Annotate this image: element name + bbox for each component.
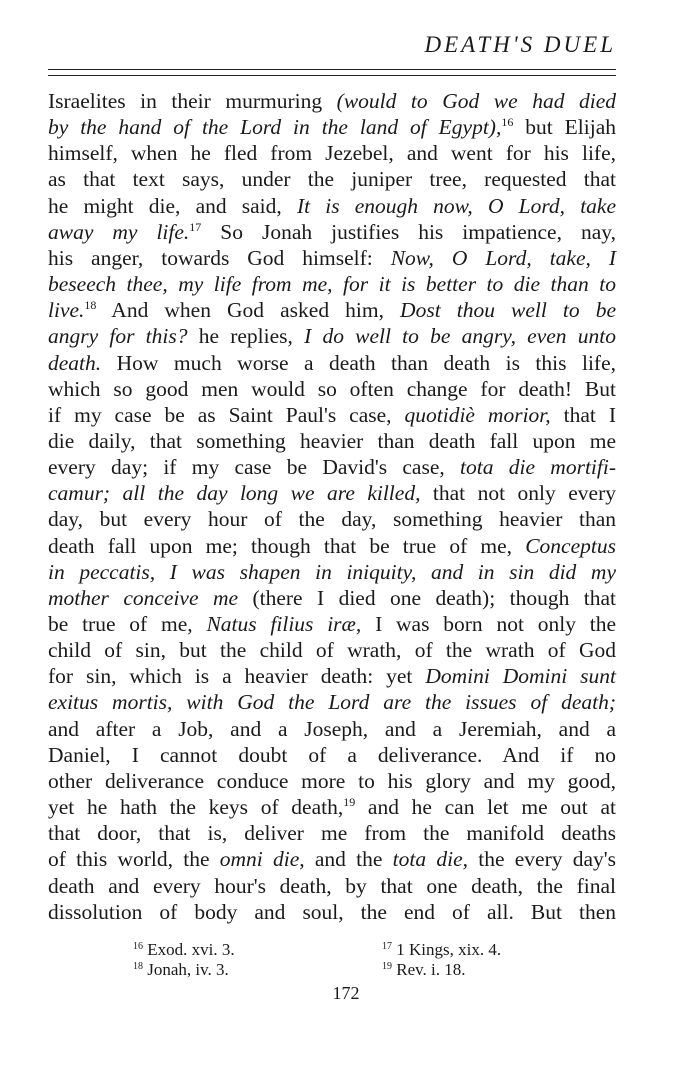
text-line [48,794,616,820]
text-line [48,88,616,114]
text-line [48,585,616,611]
text-run: tota die mortifi- [460,455,616,480]
footnote-ref: 16 [501,115,514,130]
text-run: the every day's [467,847,616,872]
text-run: if my case be as Saint Paul's case, [48,402,405,427]
text-line [48,271,616,297]
text-run: death and every hour's death, by that one death, the final [48,873,616,898]
text-run: day, but every hour of the day, something heavier than [48,507,616,532]
text-line [48,899,616,925]
footnote-17: $^{17}$ 1 Kings, xix. 4. [382,940,502,959]
text-run: himself, when he fled from Jezebel, and went for his life, [48,141,616,166]
footnote-18: $^{18}$ Jonah, iv. 3. [133,960,229,979]
text-run: (there I died one death); though that [238,585,616,610]
text-run: Natus filius iræ, [206,612,362,636]
text-run: be true of me, [48,612,207,636]
text-run: live. [48,298,85,323]
text-line [48,533,616,559]
text-run: It is enough now, O Lord, take [296,193,616,218]
text-run: exitus mortis, with God the Lord are the issues of death; [48,690,616,715]
running-header: DEATH'S DUEL [424,32,616,57]
text-line [48,454,616,480]
text-line [48,716,616,742]
text-run: Conceptus [525,533,616,558]
page-number: 172 [332,983,360,1003]
text-line [48,506,616,532]
text-run: away my life. [48,219,190,244]
text-run: , [495,115,502,140]
text-run: he might die, and said, [48,193,297,218]
text-run: which so good men would so often change for death! But [48,376,616,401]
text-run: he replies, [187,324,305,349]
text-run: and after a Job, and a Joseph, and a Jeremiah, and a [48,716,616,741]
header-rule-top [48,69,616,70]
text-run: Dost thou well to be [400,298,617,323]
text-run: by the hand of the Lord in the land of Egypt) [48,115,496,140]
text-line [48,846,616,872]
text-line [48,350,616,376]
text-line [48,297,616,323]
text-run: Domini Domini sunt [425,664,616,689]
text-run: So Jonah justifies his impatience, nay, [201,219,616,244]
text-run: quotidiè morior, [404,402,551,427]
text-line [48,820,616,846]
text-run: every day; if my case be David's case, [48,455,461,480]
text-run: I do well to be angry, even unto [304,324,616,349]
footnote-19: $^{19}$ Rev. i. 18. [382,960,466,979]
text-run: death. [48,350,102,375]
text-run: angry for this? [48,324,188,349]
text-run: omni die, [219,847,305,872]
text-run: beseech thee, my life from me, for it is better to die than to [48,272,616,297]
footnote-ref: 18 [84,298,97,313]
header-rule-bottom [48,75,616,76]
text-run: And when God asked him, [96,298,401,323]
text-line [48,611,616,637]
text-run: but Elijah [513,115,616,140]
text-line [48,742,616,768]
text-run: and the [304,847,393,872]
text-run: Now, O Lord, take, I [390,245,616,270]
text-line [48,768,616,794]
footnote-16: $^{16}$ Exod. xvi. 3. [133,940,235,959]
text-line [48,428,616,454]
text-run: tota die, [392,847,468,872]
text-line [48,663,616,689]
text-line [48,193,616,219]
text-run: child of sin, but the child of wrath, of the wrath of God [48,638,616,663]
text-line [48,873,616,899]
text-run: How much worse a death than death is this life, [101,350,616,375]
text-line [48,245,616,271]
footnote-ref: 19 [343,795,356,810]
text-run: die daily, that something heavier than death fall upon me [48,428,616,453]
text-run: dissolution of body and soul, the end of all. But then [48,899,616,924]
text-line [48,376,616,402]
text-run: as that text says, under the juniper tree, requested that [48,167,616,192]
text-run: in peccatis, I was shapen in iniquity, and in sin did my [48,559,616,584]
text-run: his anger, towards God himself: [48,245,391,270]
text-line [48,402,616,428]
text-run: mother conceive me [48,585,239,610]
text-run: and he can let me out at [355,795,616,820]
text-run: that not only every [420,481,616,506]
text-run: (would to God we had died [336,89,617,113]
text-line [48,219,616,245]
text-run: I was born not only the [361,612,616,636]
text-line [48,166,616,192]
text-run: that door, that is, deliver me from the manifold deaths [48,821,616,846]
text-run: other deliverance conduce more to his glory and my good, [48,768,616,793]
text-line [48,323,616,349]
text-line [48,114,616,140]
text-run: Israelites in their murmuring [48,89,337,113]
text-run: that I [550,402,616,427]
text-run: for sin, which is a heavier death: yet [48,664,426,689]
footnote-ref: 17 [189,219,202,234]
text-line [48,480,616,506]
text-run: yet he hath the keys of death, [48,795,344,820]
text-line [48,689,616,715]
text-run: death fall upon me; though that be true of me, [48,533,526,558]
text-line [48,559,616,585]
text-run: camur; all the day long we are killed, [48,481,421,506]
text-line [48,140,616,166]
text-run: of this world, the [48,847,220,872]
text-run: Daniel, I cannot doubt of a deliverance. And if no [48,742,616,767]
text-line [48,637,616,663]
